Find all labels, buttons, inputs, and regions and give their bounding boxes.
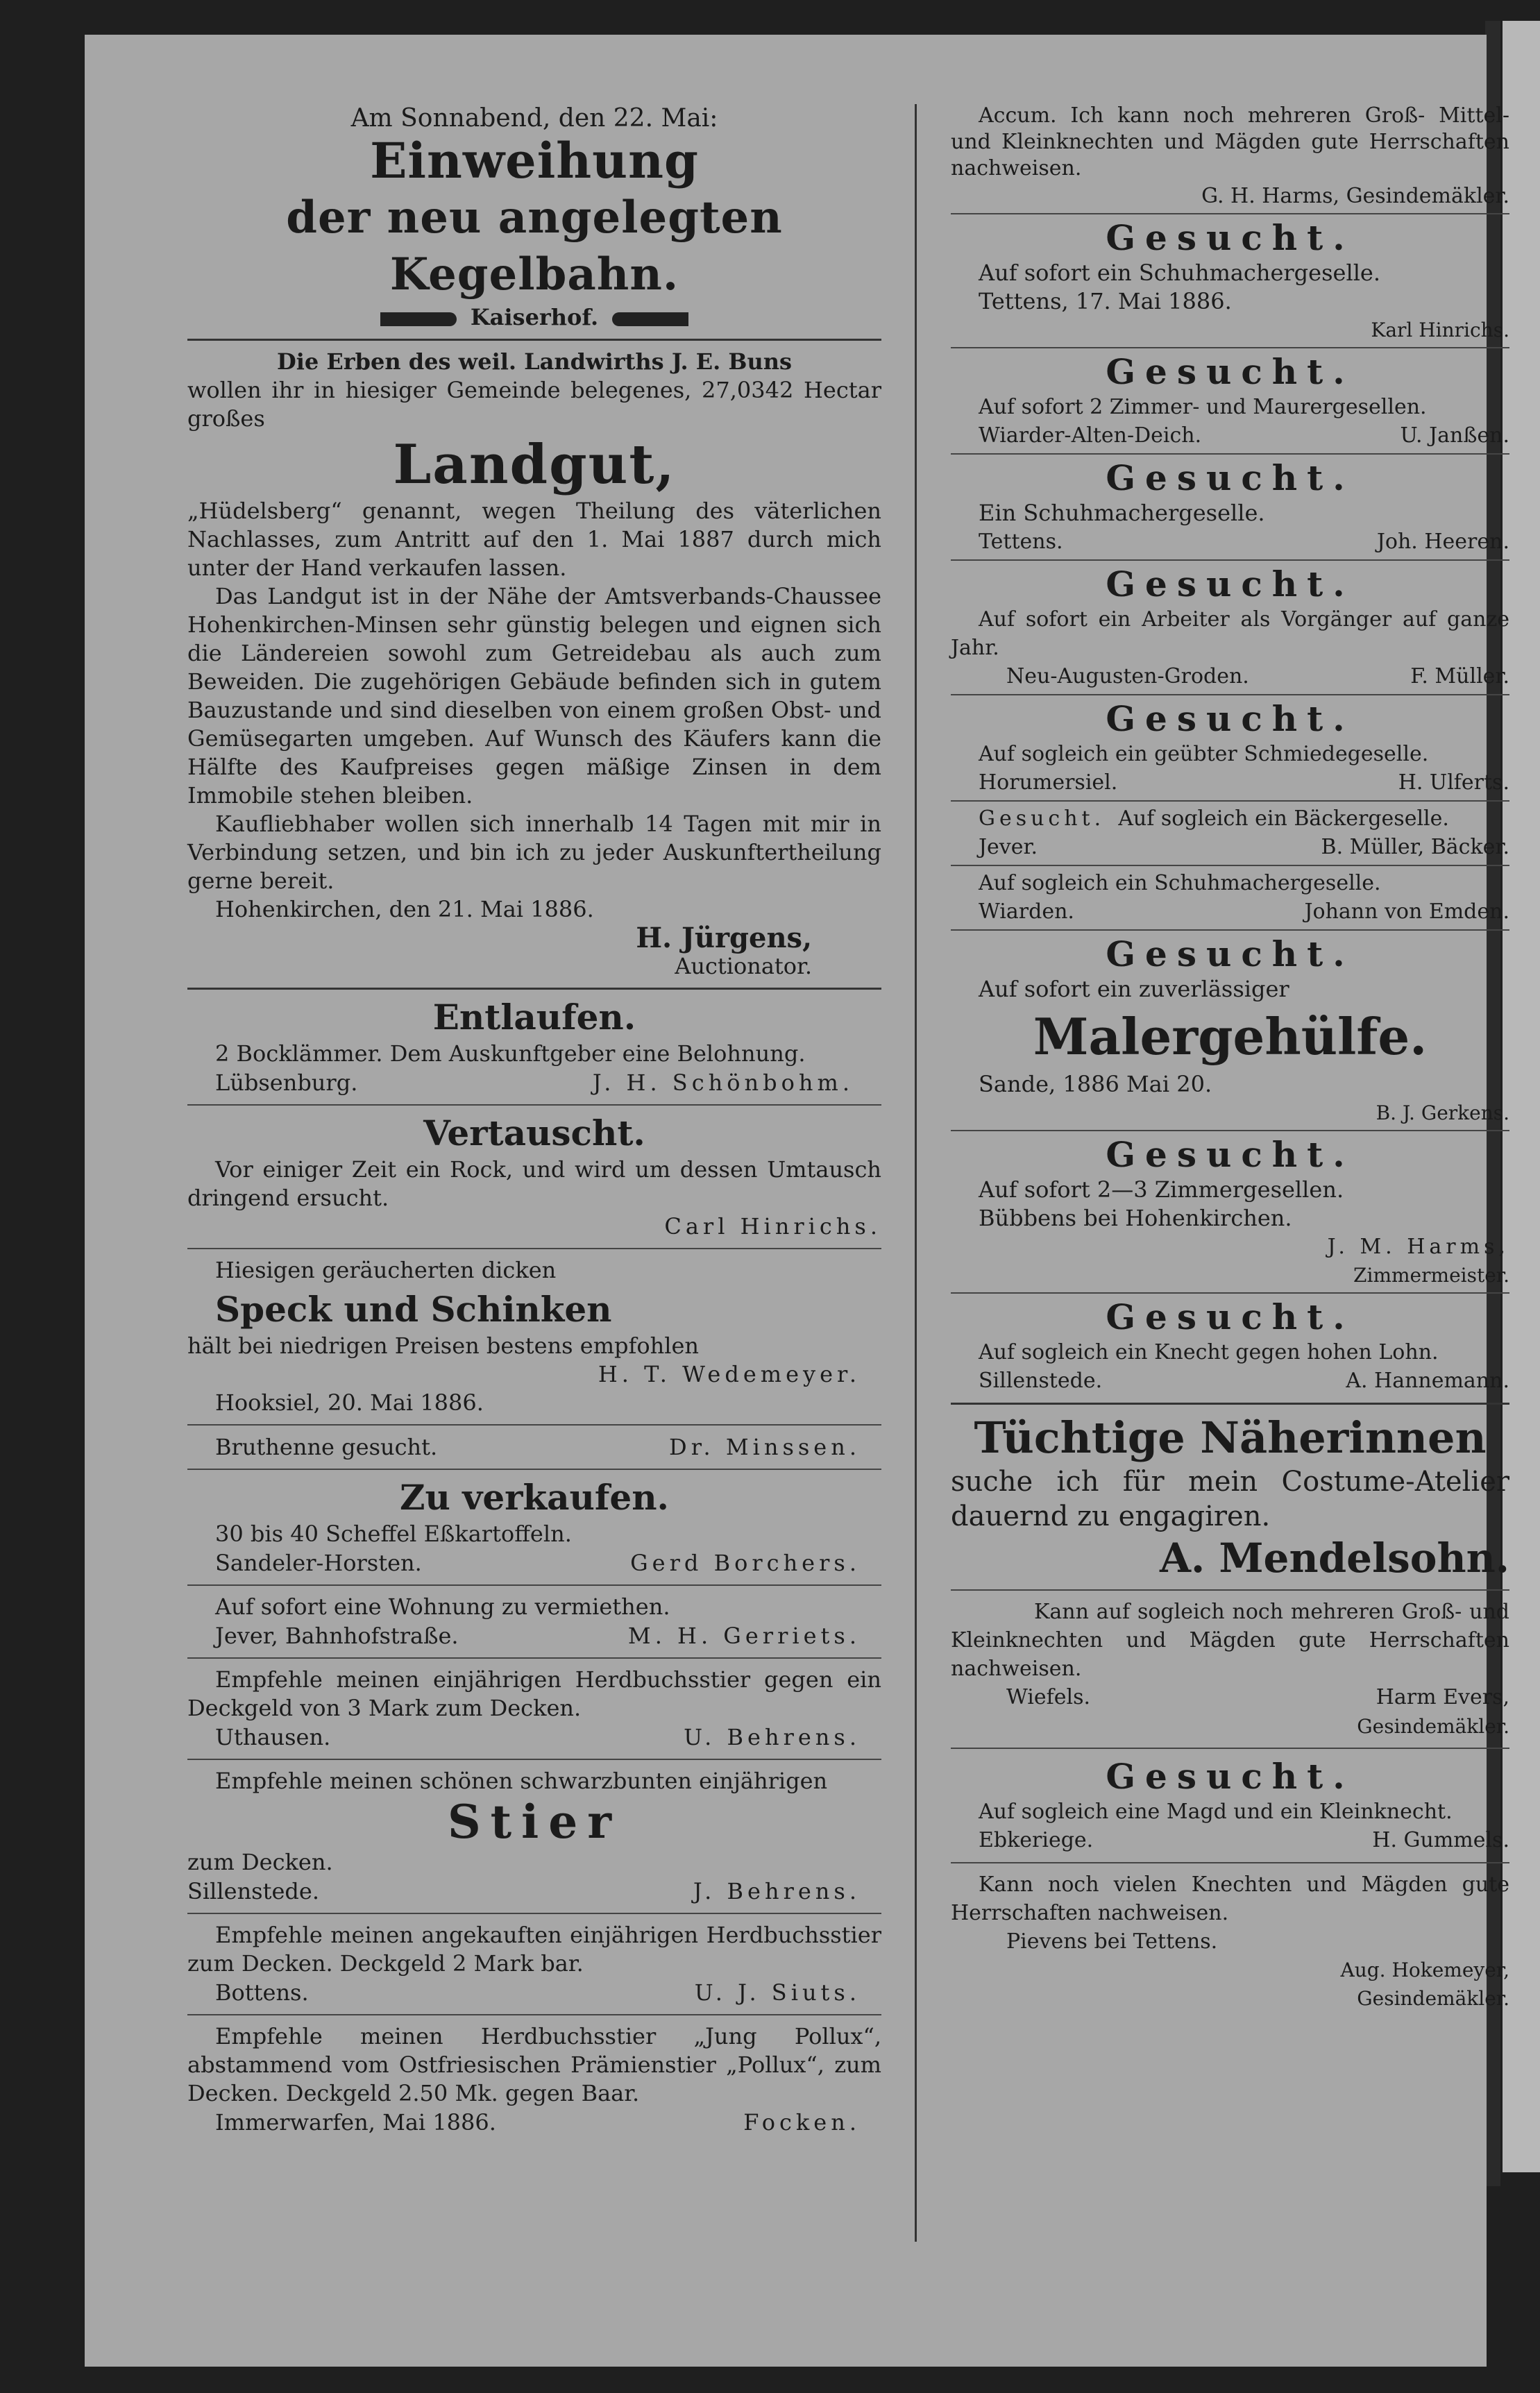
gesucht-heading: Gesucht. (1106, 698, 1355, 739)
gesucht-heading: Gesucht. (1106, 1134, 1355, 1175)
ad-gesucht-2 (951, 351, 1509, 450)
pievens-text: Kann noch vielen Knechten und Mägden gute Herrschaften nachweisen. (951, 1872, 1509, 1925)
herdbuch1-text: Empfehle meinen einjährigen Herdbuchsstier gegen ein Deckgeld von 3 Mark zum Decken. (187, 1666, 881, 1721)
g11-place: Ebkeriege. (979, 1828, 1094, 1852)
ad-gesucht-4 (951, 564, 1509, 691)
g10-name: A. Hannemann. (1346, 1369, 1509, 1393)
g11-name: H. Gummels. (1372, 1828, 1509, 1852)
separator (187, 1759, 881, 1760)
ad-gesucht-3 (951, 457, 1509, 557)
wiefels-role: Gesindemäkler. (1357, 1715, 1509, 1738)
landgut-signature-role: Auctionator. (675, 953, 812, 979)
g8-place: Sande, 1886 Mai 20. (979, 1071, 1212, 1097)
separator (951, 213, 1509, 214)
g7-name: Johann von Emden. (1304, 899, 1509, 924)
date-line: Am Sonnabend, den 22. Mai: (350, 104, 718, 133)
gesucht-heading: Gesucht. (1106, 933, 1355, 974)
ad-verkaufen (187, 1477, 881, 1578)
ad-wiefels (951, 1598, 1509, 1741)
separator (951, 1292, 1509, 1294)
g5-name: H. Ulferts. (1398, 770, 1509, 795)
pollux-text: Empfehle meinen Herdbuchsstier „Jung Pollux“, abstammend vom Ostfriesischen Prämienstier „Pollux“, zum Decken. Deckgeld 2.50 Mk. gegen Baar. (187, 2023, 881, 2106)
g2-name: U. Janßen. (1400, 423, 1509, 448)
ad-gesucht-10 (951, 1296, 1509, 1396)
speck-place: Hooksiel, 20. Mai 1886. (215, 1389, 484, 1416)
verkaufen-name: Gerd Borchers. (630, 1550, 861, 1576)
landgut-p3: Kaufliebhaber wollen sich innerhalb 14 Tagen mit mir in Verbindung setzen, und bin ich zu jeder Auskunftertheilung gerne bereit. (187, 811, 881, 894)
separator (187, 1424, 881, 1426)
g8-text: Auf sofort ein zuverlässiger (979, 976, 1289, 1002)
g1-name: Karl Hinrichs. (1371, 319, 1509, 341)
bruthenne-text: Bruthenne gesucht. (215, 1434, 438, 1460)
g1-text: Auf sofort ein Schuhmachergeselle. (979, 260, 1381, 286)
g9-place: Bübbens bei Hohenkirchen. (979, 1205, 1292, 1231)
separator (187, 1469, 881, 1470)
g10-place: Sillenstede. (979, 1369, 1103, 1393)
herdbuch2-name: U. J. Siuts. (694, 1979, 861, 2006)
ad-entlaufen (187, 997, 881, 1097)
separator (187, 1913, 881, 1914)
gesucht-heading: Gesucht. (1106, 217, 1355, 258)
separator (187, 988, 881, 990)
separator (951, 929, 1509, 931)
ad-naeherinnen (951, 1412, 1509, 1582)
g9-name: J. M. Harms, (1327, 1235, 1509, 1259)
g4-text: Auf sofort ein Arbeiter als Vorgänger auf ganze Jahr. (951, 607, 1509, 660)
herdbuch1-name: U. Behrens. (684, 1724, 861, 1750)
wiefels-name: Harm Evers, (1376, 1685, 1509, 1709)
g3-place: Tettens. (979, 530, 1063, 554)
verkaufen-title: Zu verkaufen. (400, 1477, 669, 1518)
separator (951, 559, 1509, 561)
stier-place: Sillenstede. (187, 1878, 319, 1904)
landgut-intro-bold: Die Erben des weil. Landwirths J. E. Buns (276, 348, 793, 375)
gesucht-heading: Gesucht. (1106, 1296, 1355, 1337)
ad-gesucht-8 (951, 933, 1509, 1127)
landgut-p1: „Hüdelsberg“ genannt, wegen Theilung des väterlichen Nachlasses, zum Antritt auf den 1. Mai 1887 durch mich unter der Hand verkaufen lassen. (187, 498, 881, 581)
pievens-name: Aug. Hokemeyer, (1340, 1959, 1509, 1981)
ad-gesucht-11 (951, 1756, 1509, 1855)
ad-gesucht-9 (951, 1134, 1509, 1289)
ad-speck (187, 1256, 881, 1417)
ad-wohnung (187, 1593, 881, 1650)
bruthenne-name: Dr. Minssen. (669, 1434, 861, 1460)
g5-text: Auf sogleich ein geübter Schmiedegeselle. (979, 742, 1429, 766)
separator (951, 865, 1509, 866)
g9-role: Zimmermeister. (1353, 1264, 1509, 1287)
g2-text: Auf sofort 2 Zimmer- und Maurergesellen. (979, 395, 1427, 419)
landgut-place-date: Hohenkirchen, den 21. Mai 1886. (215, 896, 594, 922)
pointing-hand-icon (380, 312, 457, 326)
g6-place: Jever. (979, 835, 1038, 859)
naeh-text: suche ich für mein Costume-Atelier dauernd zu engagiren. (951, 1466, 1509, 1532)
speck-name: H. T. Wedemeyer. (598, 1361, 861, 1387)
g11-text: Auf sogleich eine Magd und ein Kleinknecht. (979, 1800, 1453, 1824)
separator (187, 1104, 881, 1106)
separator (187, 1584, 881, 1586)
g5-place: Horumersiel. (979, 770, 1118, 795)
ad-pollux (187, 2022, 881, 2137)
separator (951, 694, 1509, 695)
gesucht-heading: Gesucht. (1106, 351, 1355, 392)
separator (951, 800, 1509, 802)
separator (187, 2014, 881, 2015)
wohnung-place: Jever, Bahnhofstraße. (215, 1623, 459, 1649)
g6-line: Gesucht. Auf sogleich ein Bäckergeselle. (979, 806, 1449, 831)
g1-place: Tettens, 17. Mai 1886. (979, 288, 1232, 314)
ad-stier (187, 1767, 881, 1906)
gesucht-heading: Gesucht. (1106, 457, 1355, 498)
right-column (951, 103, 1509, 2013)
einweihung-subtitle: der neu angelegten Kegelbahn. (286, 192, 783, 301)
gesucht-heading: Gesucht. (1106, 1756, 1355, 1797)
g9-text: Auf sofort 2—3 Zimmergesellen. (979, 1176, 1344, 1203)
separator (951, 1403, 1509, 1405)
left-column (187, 104, 881, 2137)
accum-name: G. H. Harms, Gesindemäkler. (1201, 184, 1509, 208)
vertauscht-name: Carl Hinrichs. (664, 1213, 881, 1240)
ad-bruthenne (187, 1432, 881, 1462)
ad-gesucht-5 (951, 698, 1509, 797)
ad-landgut (187, 348, 881, 981)
entlaufen-name: J. H. Schönbohm. (592, 1069, 854, 1096)
accum-text: Accum. Ich kann noch mehreren Groß- Mittel- und Kleinknechten und Mägden gute Herrschaften nachweisen. (951, 103, 1509, 180)
pievens-place: Pievens bei Tettens. (1006, 1929, 1218, 1954)
wohnung-name: M. H. Gerriets. (627, 1623, 861, 1649)
landgut-p2: Das Landgut ist in der Nähe der Amtsverbands-Chaussee Hohenkirchen-Minsen sehr günstig belegen und eignen sich die Ländereien sowohl zum Getreidebau als auch zum Beweiden. Die zugehörigen Gebäude befinden sich in gutem Bauzustande und sind dieselben von einem großen Obst- und Gemüsegarten umgeben. Auf Wunsch des Käufers kann die Hälfte des Kaufpreises gegen mäßige Zinsen in dem Immobile stehen bleiben. (187, 583, 881, 809)
entlaufen-place: Lübsenburg. (215, 1069, 358, 1096)
einweihung-title: Einweihung (370, 132, 699, 189)
verkaufen-place: Sandeler-Horsten. (215, 1550, 422, 1576)
g7-place: Wiarden. (979, 899, 1074, 924)
gesucht-heading: Gesucht. (1106, 564, 1355, 604)
g6-name: B. Müller, Bäcker. (1321, 835, 1509, 859)
ad-gesucht-7 (951, 869, 1509, 927)
g7-text: Auf sogleich ein Schuhmachergeselle. (979, 871, 1381, 895)
separator (951, 453, 1509, 455)
ad-einweihung (187, 104, 881, 332)
pollux-place: Immerwarfen, Mai 1886. (215, 2109, 496, 2136)
naeh-name: A. Mendelsohn. (1159, 1534, 1509, 1582)
g8-big: Malergehülfe. (1033, 1007, 1428, 1066)
vertauscht-title: Vertauscht. (423, 1113, 645, 1153)
landgut-title: Landgut, (393, 433, 676, 496)
verkaufen-text: 30 bis 40 Scheffel Eßkartoffeln. (215, 1521, 572, 1547)
separator (187, 1657, 881, 1659)
speck-title: Speck und Schinken (215, 1289, 612, 1330)
einweihung-place: Kaiserhof. (187, 303, 881, 332)
separator (187, 1248, 881, 1249)
ad-herdbuch1 (187, 1666, 881, 1752)
pievens-role: Gesindemäkler. (1357, 1987, 1509, 2010)
g3-text: Ein Schuhmachergeselle. (979, 500, 1265, 526)
separator (951, 1748, 1509, 1749)
entlaufen-title: Entlaufen. (432, 997, 636, 1038)
entlaufen-text: 2 Bocklämmer. Dem Auskunftgeber eine Belohnung. (215, 1040, 806, 1067)
g4-place: Neu-Augusten-Groden. (1006, 664, 1249, 688)
ad-herdbuch2 (187, 1921, 881, 2007)
herdbuch1-place: Uthausen. (215, 1724, 331, 1750)
herdbuch2-place: Bottens. (215, 1979, 309, 2006)
vertauscht-text: Vor einiger Zeit ein Rock, und wird um dessen Umtausch dringend ersucht. (187, 1156, 881, 1211)
separator (951, 1130, 1509, 1131)
g8-name: B. J. Gerkens. (1376, 1101, 1509, 1124)
g10-text: Auf sogleich ein Knecht gegen hohen Lohn. (979, 1340, 1439, 1364)
g4-name: F. Müller. (1410, 664, 1509, 688)
speck-line1: Hiesigen geräucherten dicken (215, 1257, 557, 1283)
ad-gesucht-6 (951, 804, 1509, 862)
column-divider (915, 104, 917, 2242)
pollux-name: Focken. (743, 2109, 861, 2136)
wiefels-place: Wiefels. (1006, 1685, 1091, 1709)
wohnung-text: Auf sofort eine Wohnung zu vermiethen. (215, 1593, 670, 1620)
ad-vertauscht (187, 1113, 881, 1241)
landgut-intro: wollen ihr in hiesiger Gemeinde belegenes, 27,0342 Hectar großes (187, 377, 881, 432)
ad-accum (951, 103, 1509, 210)
separator (951, 1589, 1509, 1591)
stier-line1: Empfehle meinen schönen schwarzbunten einjährigen (215, 1768, 828, 1794)
stier-line2: zum Decken. (187, 1849, 333, 1875)
g3-name: Joh. Heeren. (1376, 530, 1509, 554)
separator (187, 339, 881, 341)
wiefels-text: Kann auf sogleich noch mehreren Groß- und Kleinknechten und Mägden gute Herrschaften nachweisen. (951, 1600, 1509, 1681)
speck-line2: hält bei niedrigen Preisen bestens empfohlen (187, 1333, 700, 1359)
g2-place: Wiarder-Alten-Deich. (979, 423, 1202, 448)
ad-pievens (951, 1870, 1509, 2013)
stier-title: Stier (448, 1795, 621, 1849)
herdbuch2-text: Empfehle meinen angekauften einjährigen Herdbuchsstier zum Decken. Deckgeld 2 Mark bar. (187, 1922, 881, 1977)
stier-name: J. Behrens. (693, 1878, 861, 1904)
pointing-hand-icon (612, 312, 688, 326)
landgut-signature: H. Jürgens, (636, 922, 812, 954)
naeh-title: Tüchtige Näherinnen (974, 1412, 1487, 1463)
ad-gesucht-1 (951, 217, 1509, 344)
separator (951, 347, 1509, 348)
separator (951, 1862, 1509, 1863)
